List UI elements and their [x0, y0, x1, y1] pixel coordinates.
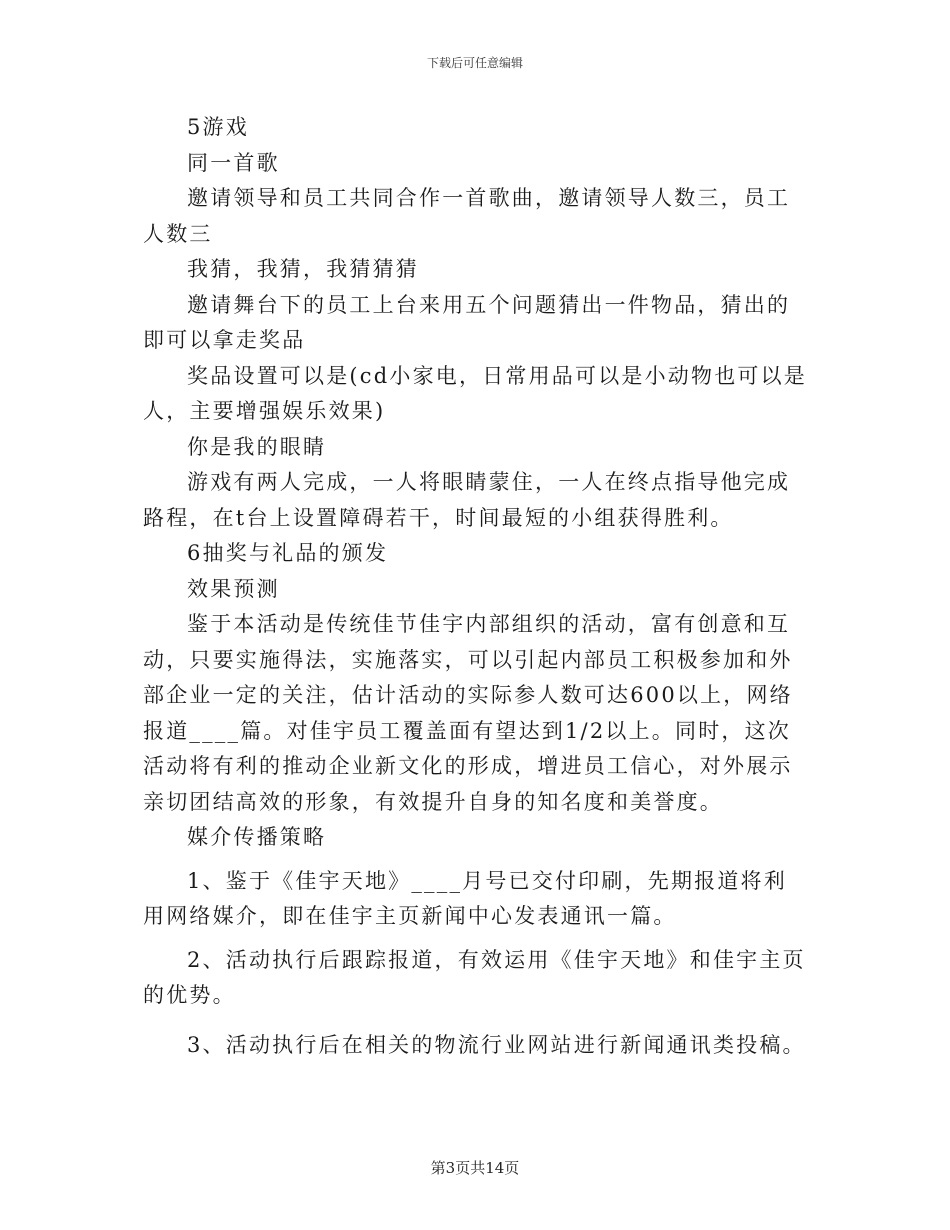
paragraph-heading-effect: 效果预测 [187, 576, 280, 601]
paragraph-game-title-song: 同一首歌 [187, 150, 280, 175]
paragraph-section-lottery: 6抽奖与礼品的颁发 [187, 541, 389, 565]
paragraph-game-title-eyes: 你是我的眼睛 [187, 434, 327, 459]
header-note: 下载后可任意编辑 [426, 56, 523, 70]
paragraph-game-desc-song: 邀请领导和员工共同合作一首歌曲，邀请领导人数三，员工人数三 [143, 186, 791, 246]
paragraph-game-desc-guess: 邀请舞台下的员工上台来用五个问题猜出一件物品，猜出的即可以拿走奖品 [143, 292, 791, 352]
paragraph-effect-body: 鉴于本活动是传统佳节佳宇内部组织的活动，富有创意和互动，只要实施得法，实施落实，可以引起内部员工积极参加和外部企业一定的关注，估计活动的实际参人数可达600以上，网络报道____篇。对佳宇员工覆盖面有望达到1/2以上。同时，这次活动将有利的推动企业新文化的形成，增进员工信心，对外展示亲切团结高效的形象，有效提升自身的知名度和美誉度。 [143, 612, 793, 814]
paragraph-media-item-3: 3、活动执行后在相关的物流行业网站进行新闻通讯类投稿。 [187, 1032, 806, 1057]
paragraph-media-item-2: 2、活动执行后跟踪报道，有效运用《佳宇天地》和佳宇主页的优势。 [143, 947, 806, 1007]
paragraph-media-item-1: 1、鉴于《佳宇天地》____月号已交付印刷，先期报道将利用网络媒介，即在佳宇主页新闻中心发表通讯一篇。 [143, 868, 787, 928]
document-body [143, 110, 808, 1063]
paragraph-game-desc-eyes: 游戏有两人完成，一人将眼睛蒙住，一人在终点指导他完成路程，在t台上设置障碍若干，时间最短的小组获得胜利。 [143, 470, 791, 530]
paragraph-prize-settings: 奖品设置可以是(cd小家电，日常用品可以是小动物也可以是人，主要增强娱乐效果) [143, 363, 807, 423]
paragraph-heading-media: 媒介传播策略 [187, 825, 327, 849]
paragraph-section-games: 5游戏 [187, 115, 249, 139]
paragraph-game-title-guess: 我猜，我猜，我猜猜猜 [187, 257, 419, 281]
page-number: 第3页共14页 [430, 1159, 520, 1177]
